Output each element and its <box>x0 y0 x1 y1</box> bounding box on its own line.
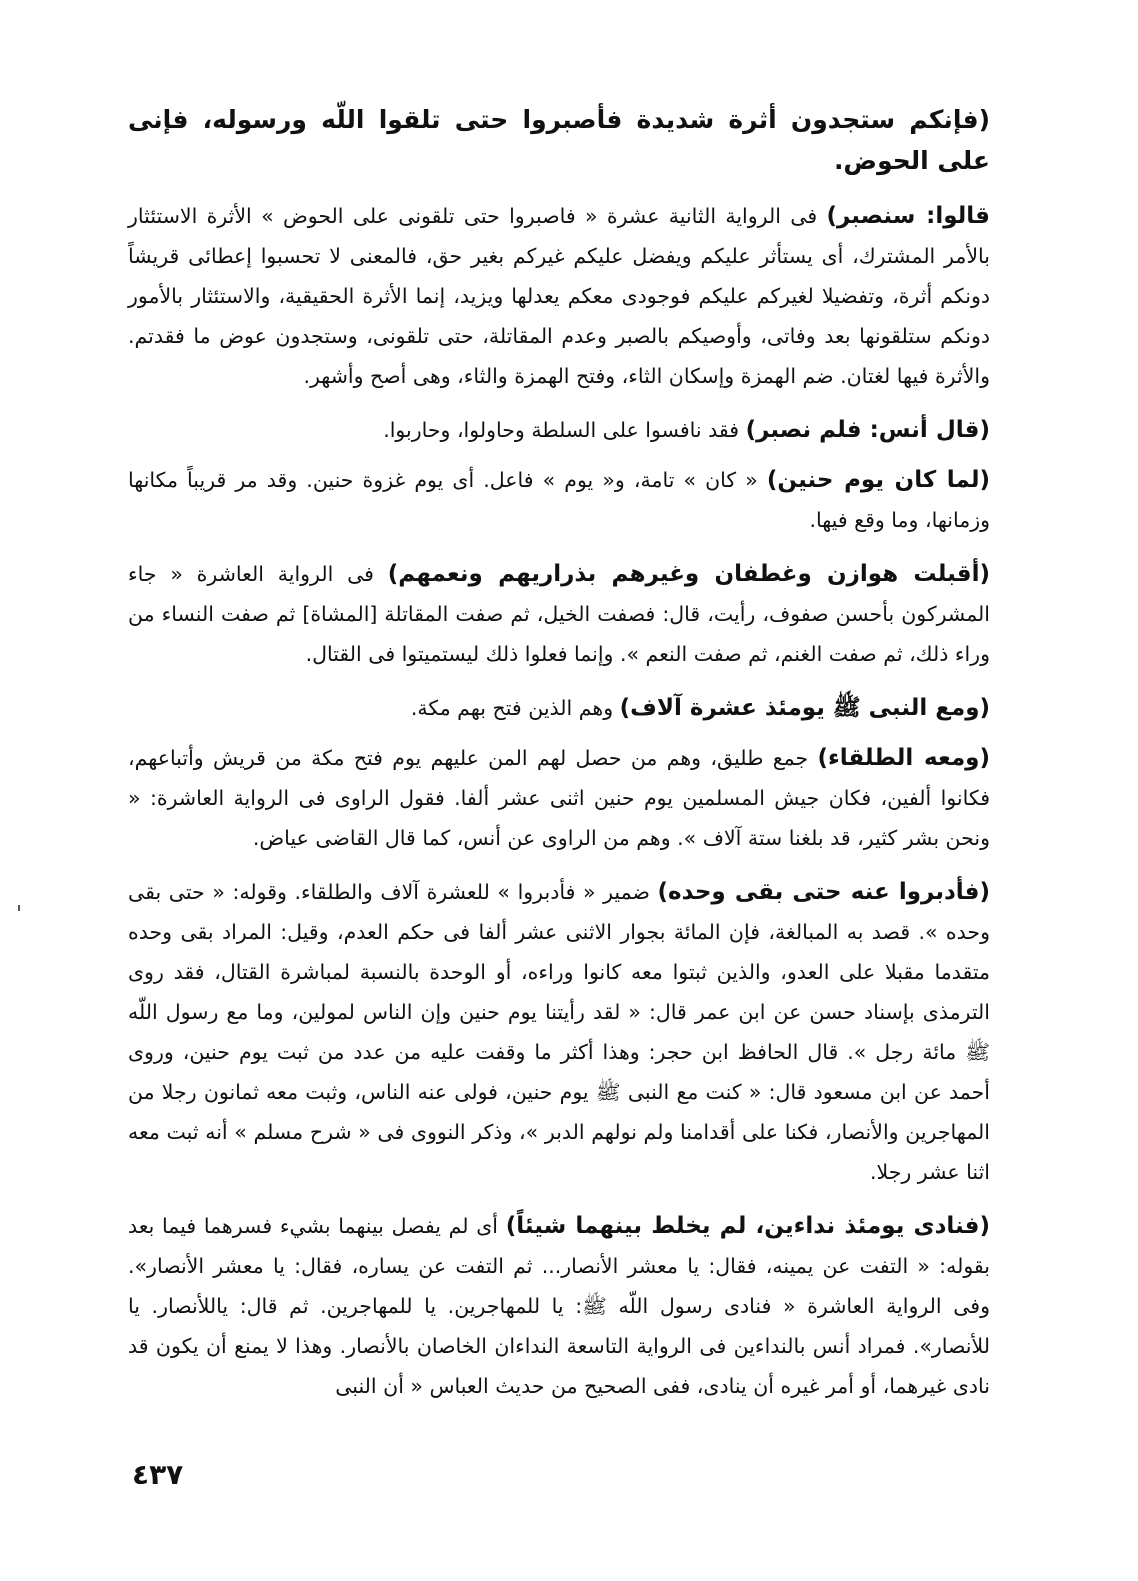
paragraph-lead: (فأدبروا عنه حتى بقى وحده) <box>657 879 990 905</box>
paragraph-lead: (ومعه الطلقاء) <box>817 745 990 771</box>
margin-mark <box>18 905 20 911</box>
paragraph-text: وهم الذين فتح بهم مكة. <box>410 696 620 720</box>
paragraph-text: فى الرواية الثانية عشرة « فاصبروا حتى تلقونى على الحوض » الأثرة الاستئثار بالأمر المشترك، أى يستأثر عليكم ويفضل عليكم غيركم بغير حق، فالمعنى لا تحسبوا إعطائى قريشاً دونكم أثرة، وتفضيلا لغيركم عليكم فوجودى معكم يعدلها ويزيد، إنما الأثرة الحقيقية، والاستئثار بالأمور دونكم ستلقونها بعد وفاتى، وأوصيكم بالصبر وعدم المقاتلة، حتى تلقونى، وستجدون عوض ما فقدتم. والأثرة فيها لغتان. ضم الهمزة وإسكان الثاء، وفتح الهمزة والثاء، وهى أصح وأشهر. <box>128 204 990 388</box>
paragraph-9 <box>128 1206 990 1406</box>
paragraph-lead: (أقبلت هوازن وغطفان وغيرهم بذراريهم ونعمهم) <box>387 561 991 587</box>
paragraph-lead: قالوا: سنصبر) <box>826 203 990 229</box>
paragraph-text: أى لم يفصل بينهما بشيء فسرهما فيما بعد بقوله: « التفت عن يمينه، فقال: يا معشر الأنصار... ثم التفت عن يساره، فقال: يا معشر الأنصار». وفى الرواية العاشرة « فنادى رسول اللّه ﷺ: يا للمهاجرين. يا للمهاجرين. ثم قال: ياللأنصار. يا للأنصار». فمراد أنس بالنداءين فى الرواية التاسعة النداءان الخاصان بالأنصار. وهذا لا يمنع أن يكون قد نادى غيرهما، أو أمر غيره أن ينادى، ففى الصحيح من حديث العباس « أن النبى <box>128 1214 990 1398</box>
page-number: ٤٣٧ <box>132 1458 184 1491</box>
paragraph-1 <box>128 100 990 182</box>
paragraph-2 <box>128 196 990 396</box>
paragraph-5 <box>128 554 990 674</box>
paragraph-lead: (فنادى يومئذ نداءين، لم يخلط بينهما شيئاً) <box>505 1213 990 1239</box>
paragraph-text: جمع طليق، وهم من حصل لهم المن عليهم يوم فتح مكة من قريش وأتباعهم، فكانوا ألفين، فكان جيش المسلمين يوم حنين اثنى عشر ألفا. فقول الراوى فى الرواية العاشرة: « ونحن بشر كثير، قد بلغنا ستة آلاف ». وهم من الراوى عن أنس، كما قال القاضى عياض. <box>128 746 990 850</box>
paragraph-lead: (لما كان يوم حنين) <box>766 467 990 493</box>
paragraph-text: فقد نافسوا على السلطة وحاولوا، وحاربوا. <box>383 418 746 442</box>
paragraph-8 <box>128 872 990 1192</box>
paragraph-lead: (ومع النبى ﷺ يومئذ عشرة آلاف) <box>619 695 990 721</box>
paragraph-lead: (فإنكم ستجدون أثرة شديدة فأصبروا حتى تلقوا اللّه ورسوله، فإنى على الحوض. <box>128 105 990 175</box>
paragraph-4 <box>128 460 990 540</box>
paragraph-6 <box>128 688 990 728</box>
page-body <box>128 100 990 1420</box>
paragraph-7 <box>128 738 990 858</box>
paragraph-text: « كان » تامة، و« يوم » فاعل. أى يوم غزوة حنين. وقد مر قريباً مكانها وزمانها، وما وقع فيها. <box>128 468 990 532</box>
paragraph-text: ضمير « فأدبروا » للعشرة آلاف والطلقاء. وقوله: « حتى بقى وحده ». قصد به المبالغة، فإن المائة بجوار الاثنى عشر ألفا فى حكم العدم، وقيل: المراد بقى وحده متقدما مقبلا على العدو، والذين ثبتوا معه كانوا وراءه، أو الوحدة بالنسبة لمباشرة القتال، فقد روى الترمذى بإسناد حسن عن ابن عمر قال: « لقد رأيتنا يوم حنين وإن الناس لمولين، وما مع رسول اللّه ﷺ مائة رجل ». قال الحافظ ابن حجر: وهذا أكثر ما وقفت عليه من عدد من ثبت يوم حنين، وروى أحمد عن ابن مسعود قال: « كنت مع النبى ﷺ يوم حنين، فولى عنه الناس، وثبت معه ثمانون رجلا من المهاجرين والأنصار، فكنا على أقدامنا ولم نولهم الدبر »، وذكر النووى فى « شرح مسلم » أنه ثبت معه اثنا عشر رجلا. <box>128 880 990 1184</box>
paragraph-text: فى الرواية العاشرة « جاء المشركون بأحسن صفوف، رأيت، قال: فصفت الخيل، ثم صفت المقاتلة [المشاة] ثم صفت النساء من وراء ذلك، ثم صفت الغنم، ثم صفت النعم ». وإنما فعلوا ذلك ليستميتوا فى القتال. <box>128 562 990 666</box>
paragraph-3 <box>128 410 990 450</box>
paragraph-lead: (قال أنس: فلم نصبر) <box>745 417 990 443</box>
